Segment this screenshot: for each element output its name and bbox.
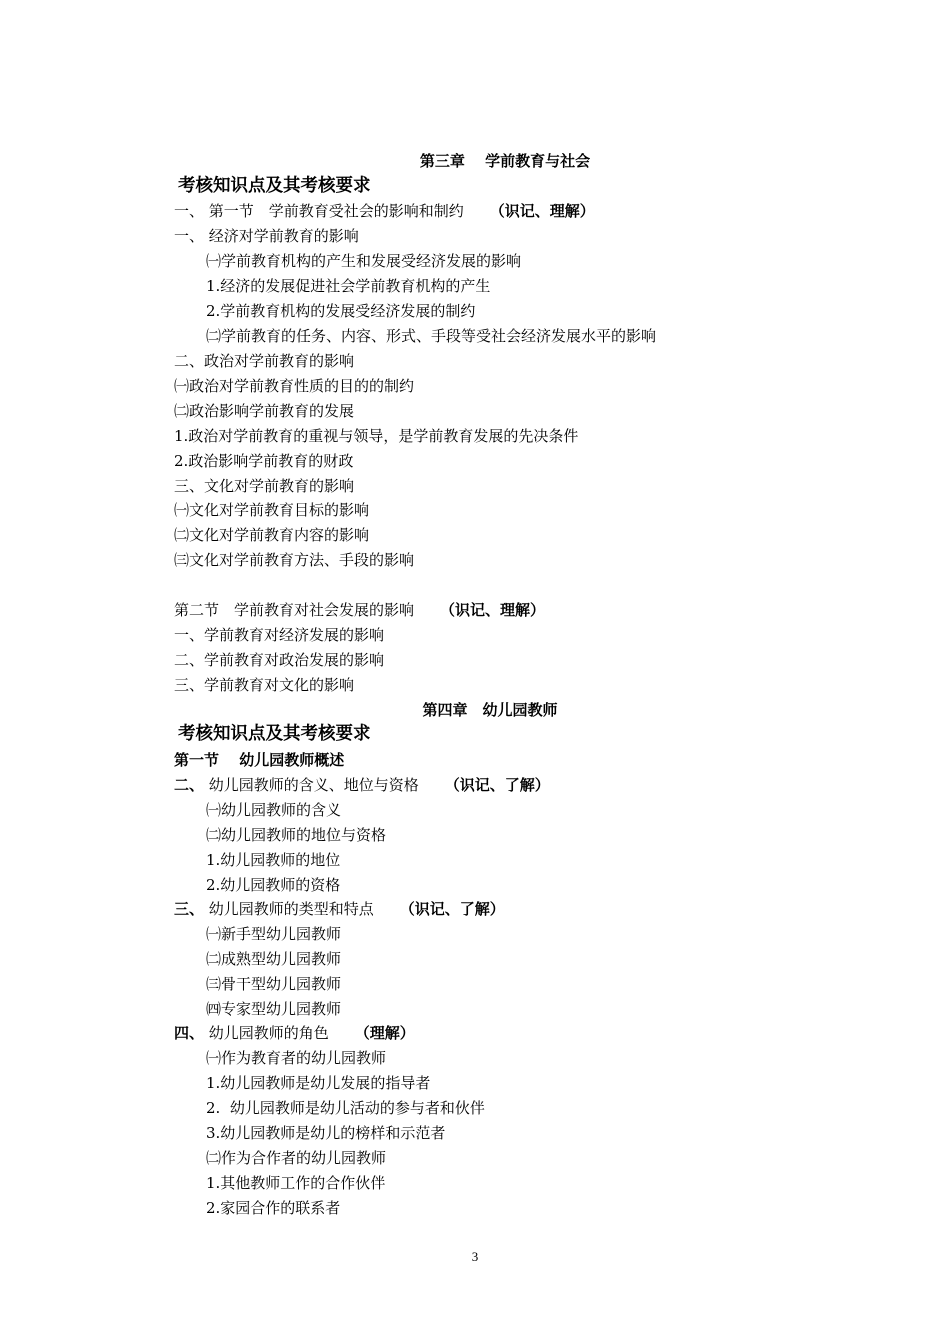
requirement-tag: （理解） (354, 1024, 415, 1042)
topic-title: 幼儿园教师的含义、地位与资格 (204, 776, 419, 794)
list-item: ㈡学前教育的任务、内容、形式、手段等受社会经济发展水平的影响 (206, 327, 657, 345)
requirement-tag: （识记、了解） (444, 776, 550, 794)
topic-number: 三、 (174, 900, 205, 918)
chapter-3-section-1-heading (174, 201, 595, 221)
list-item: 1.其他教师工作的合作伙伴 (206, 1174, 386, 1192)
list-item: 2. 幼儿园教师是幼儿活动的参与者和伙伴 (206, 1099, 485, 1117)
list-item: 二、政治对学前教育的影响 (174, 352, 355, 370)
list-item: ㈠幼儿园教师的含义 (206, 801, 342, 819)
list-item: 2.政治影响学前教育的财政 (174, 452, 354, 470)
chapter-4-section-1-heading: 第一节 幼儿园教师概述 (174, 751, 345, 769)
topic-number: 二、 (174, 776, 205, 794)
page-number: 3 (471, 1249, 479, 1264)
requirement-tag: （识记、理解） (489, 202, 595, 220)
list-item: 2.学前教育机构的发展受经济发展的制约 (206, 302, 476, 320)
list-item: ㈢骨干型幼儿园教师 (206, 975, 342, 993)
chapter-4-topic-4-heading (174, 1023, 415, 1043)
chapter-4-title: 第四章 幼儿园教师 (422, 701, 558, 719)
chapter-4-topic-3-heading (174, 899, 505, 919)
list-item: ㈣专家型幼儿园教师 (206, 1000, 342, 1018)
list-item: 1.政治对学前教育的重视与领导，是学前教育发展的先决条件 (174, 427, 579, 445)
requirement-tag: （识记、理解） (440, 601, 546, 619)
chapter-4-topic-2-heading (174, 775, 550, 795)
list-item: 一、学前教育对经济发展的影响 (174, 626, 385, 644)
list-item: 2.家园合作的联系者 (206, 1199, 341, 1217)
list-item: 1.幼儿园教师是幼儿发展的指导者 (206, 1074, 431, 1092)
list-item: ㈠文化对学前教育目标的影响 (174, 501, 370, 519)
list-item: 三、文化对学前教育的影响 (174, 477, 355, 495)
topic-title: 幼儿园教师的角色 (204, 1024, 329, 1042)
list-item: 1.幼儿园教师的地位 (206, 851, 341, 869)
chapter-3-assessment-heading: 考核知识点及其考核要求 (178, 176, 371, 196)
chapter-3-title: 第三章 学前教育与社会 (419, 152, 591, 170)
requirement-tag: （识记、了解） (399, 900, 505, 918)
chapter-4-assessment-heading: 考核知识点及其考核要求 (178, 724, 371, 744)
list-item: ㈡文化对学前教育内容的影响 (174, 526, 370, 544)
list-item: 二、学前教育对政治发展的影响 (174, 651, 385, 669)
list-item: ㈠政治对学前教育性质的目的的制约 (174, 377, 415, 395)
topic-title: 幼儿园教师的类型和特点 (204, 900, 374, 918)
list-item: ㈡政治影响学前教育的发展 (174, 402, 355, 420)
list-item: ㈡成熟型幼儿园教师 (206, 950, 342, 968)
list-item: ㈠学前教育机构的产生和发展受经济发展的影响 (206, 252, 522, 270)
list-item: 2.幼儿园教师的资格 (206, 876, 341, 894)
list-item: 三、学前教育对文化的影响 (174, 676, 355, 694)
section-title: 第二节 学前教育对社会发展的影响 (174, 601, 415, 619)
list-item: ㈡幼儿园教师的地位与资格 (206, 826, 387, 844)
section-title: 一、 第一节 学前教育受社会的影响和制约 (174, 202, 464, 220)
list-item: 3.幼儿园教师是幼儿的榜样和示范者 (206, 1124, 446, 1142)
topic-number: 四、 (174, 1024, 205, 1042)
list-item: ㈠新手型幼儿园教师 (206, 925, 342, 943)
list-item: 1.经济的发展促进社会学前教育机构的产生 (206, 277, 491, 295)
list-item: ㈡作为合作者的幼儿园教师 (206, 1149, 387, 1167)
chapter-3-section-2-heading (174, 600, 545, 620)
list-item: 一、 经济对学前教育的影响 (174, 227, 359, 245)
list-item: ㈢文化对学前教育方法、手段的影响 (174, 551, 415, 569)
list-item: ㈠作为教育者的幼儿园教师 (206, 1049, 387, 1067)
